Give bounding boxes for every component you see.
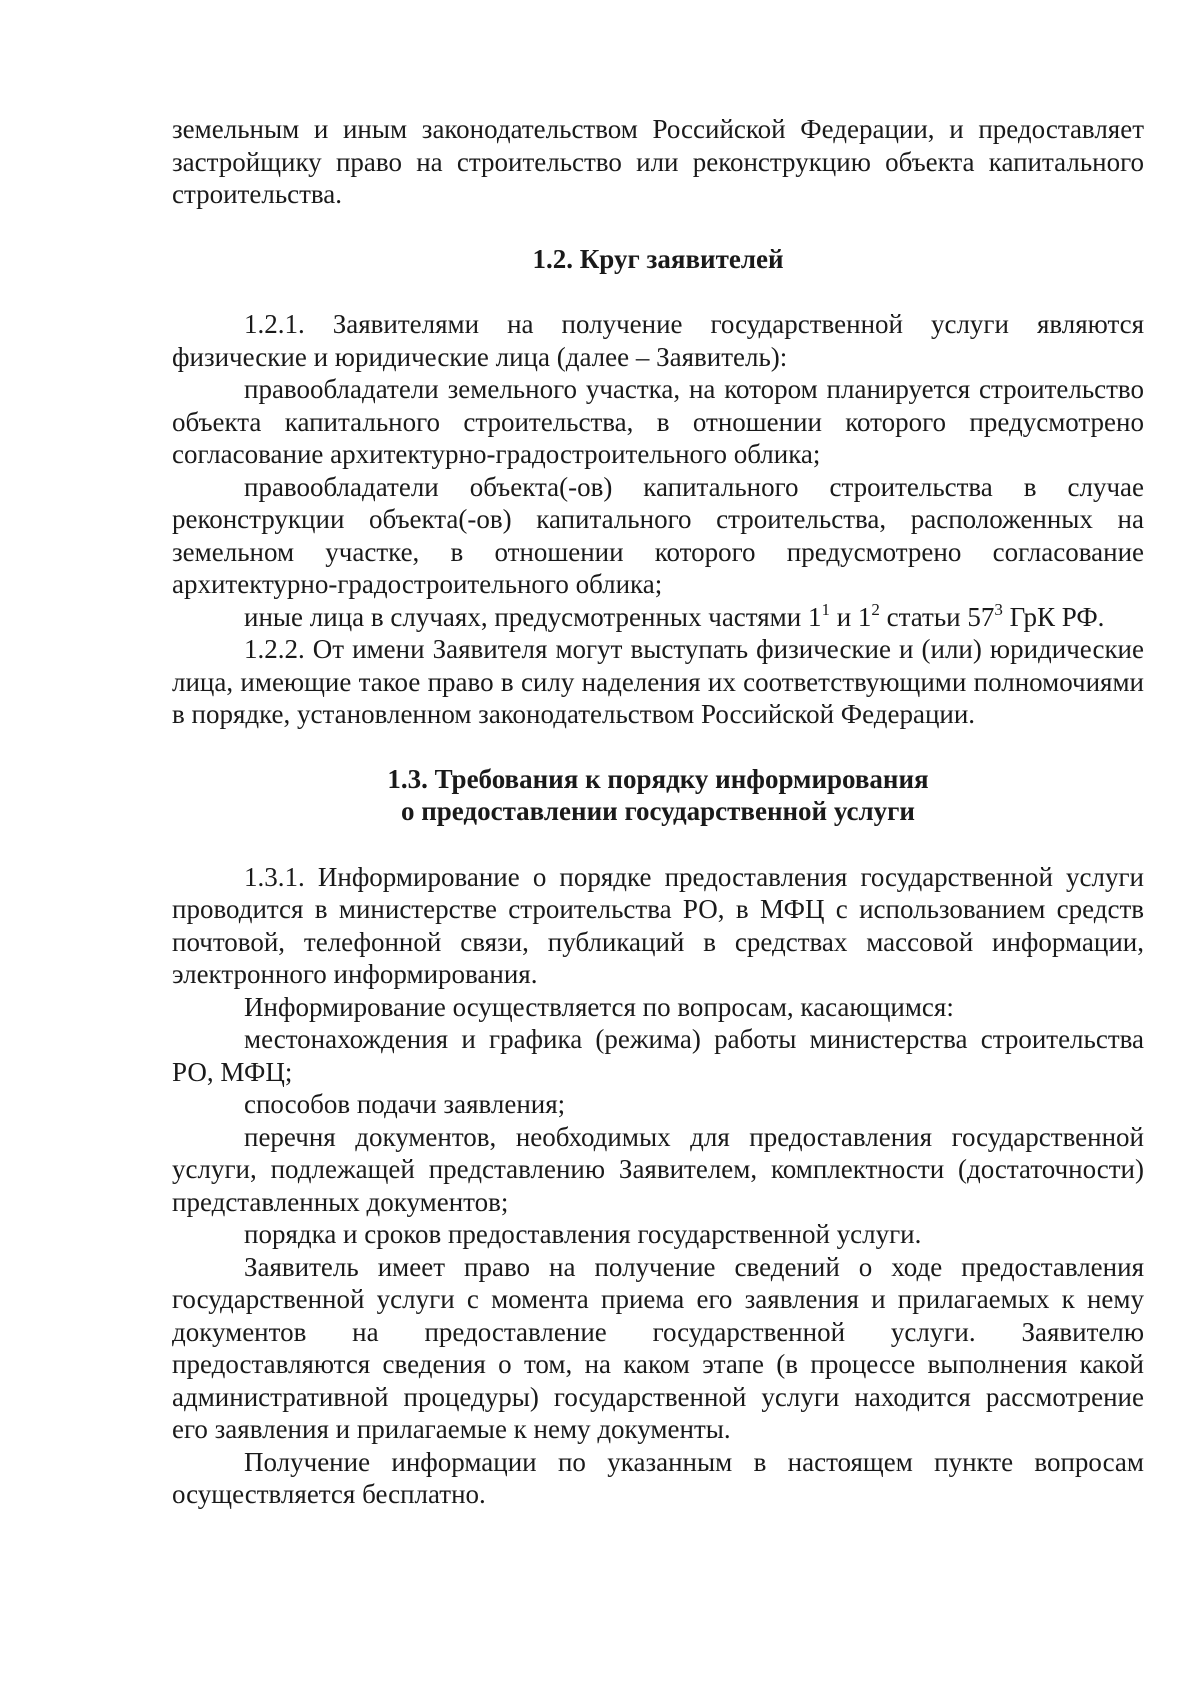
paragraph-topics-intro: Информирование осуществляется по вопросам, касающимся: [244,991,954,1022]
paragraph-land-rightholders: правообладатели земельного участка, на котором планируется строительство объекта капитального строительства, в отношении которого предусмотрено согласование архитектурно-градостроительного облика; [172,374,1144,469]
paragraph-location-schedule: местонахождения и графика (режима) работы министерства строительства РО, МФЦ; [172,1024,1144,1087]
paragraph-1-3-1: 1.3.1. Информирование о порядке предоставления государственной услуги проводится в министерстве строительства РО, в МФЦ с использованием средств почтовой, телефонной связи, публикаций в средствах массовой информации, электронного информирования. [172,861,1144,989]
section-1-3-heading [172,763,1144,828]
section-1-3-heading-line-1: 1.3. Требования к порядку информирования [387,763,929,794]
intro-paragraph: земельным и иным законодательством Российской Федерации, и предоставляет застройщику право на строительство или реконструкцию объекта капитального строительства. [172,114,1144,209]
paragraph-1-2-1: 1.2.1. Заявителями на получение государственной услуги являются физические и юридические лица (далее – Заявитель): [172,309,1144,372]
paragraph-applicant-rights: Заявитель имеет право на получение сведений о ходе предоставления государственной услуги с момента приема его заявления и прилагаемых к нему документов на предоставление государственной услуги. Заявителю предоставляются сведения о том, на каком этапе (в процессе выполнения какой административной процедуры) государственной услуги находится рассмотрение его заявления и прилагаемые к нему документы. [172,1251,1144,1444]
superscript-2: 2 [871,599,880,619]
other-persons-text-1: иные лица в случаях, предусмотренных частями 1 [244,601,822,632]
paragraph-other-persons [172,601,1144,634]
paragraph-1-2-2: 1.2.2. От имени Заявителя могут выступать физические и (или) юридические лица, имеющие такое право в силу наделения их соответствующими полномочиями в порядке, установленном законодательством Российской Федерации. [172,634,1144,729]
other-persons-text-4: ГрК РФ. [1002,601,1105,632]
other-persons-text-3: статьи 57 [879,601,995,632]
superscript-1: 1 [821,599,830,619]
paragraph-procedure-terms: порядка и сроков предоставления государственной услуги. [244,1219,922,1249]
superscript-3: 3 [994,599,1003,619]
document-page [172,113,1144,1511]
paragraph-submission-methods: способов подачи заявления; [244,1089,566,1119]
other-persons-text-2: и 1 [829,601,872,632]
section-1-3-heading-line-2: о предоставлении государственной услуги [400,796,915,826]
paragraph-object-rightholders: правообладатели объекта(-ов) капитального строительства в случае реконструкции объекта(-ов) капитального строительства, расположенных на земельном участке, в отношении которого предусмотрено согласование архитектурно-градостроительного облика; [172,471,1144,599]
paragraph-free-of-charge: Получение информации по указанным в настоящем пункте вопросам осуществляется бесплатно. [172,1446,1144,1509]
paragraph-document-list: перечня документов, необходимых для предоставления государственной услуги, подлежащей представлению Заявителем, комплектности (достаточности) представленных документов; [172,1121,1144,1217]
section-1-2-heading: 1.2. Круг заявителей [532,243,784,274]
